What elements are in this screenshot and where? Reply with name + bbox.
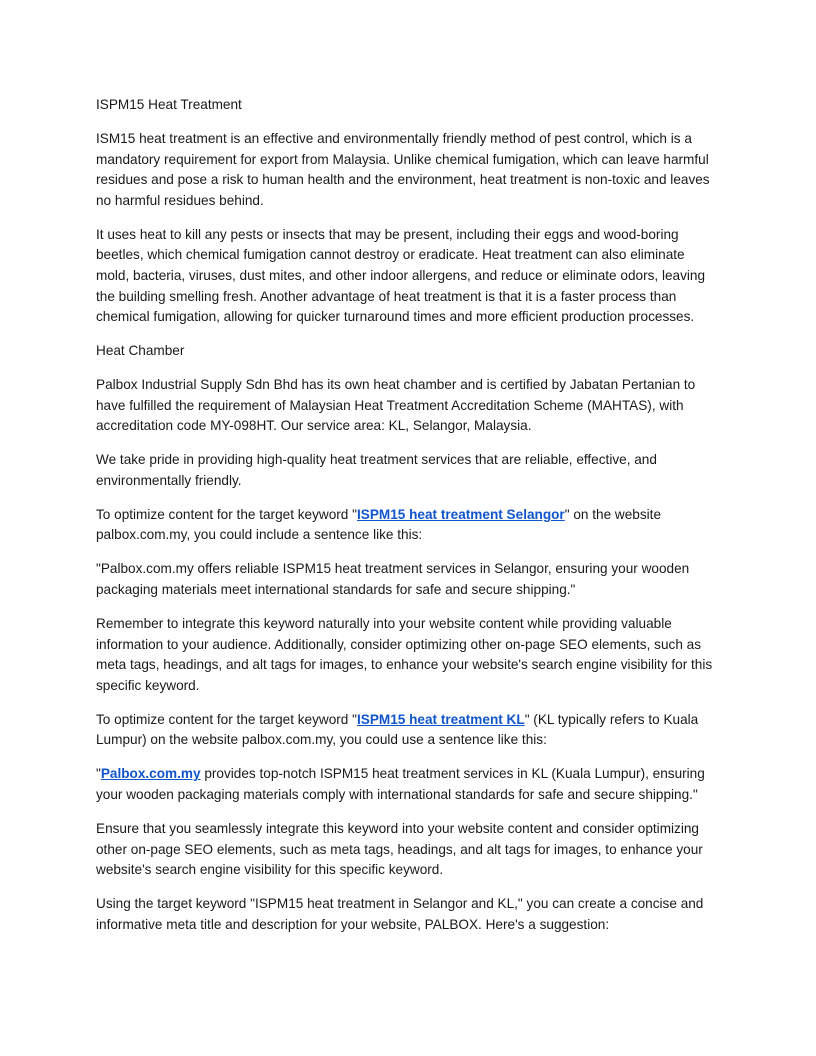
paragraph-pride: We take pride in providing high-quality heat treatment services that are reliable, effective, and environmentally friendly.	[96, 452, 657, 488]
section-heading-heat-chamber: Heat Chamber	[96, 343, 185, 359]
link-ispm15-heat-treatment-selangor[interactable]: ISPM15 heat treatment Selangor	[356, 506, 565, 522]
text-segment: " (KL typically refers to Kuala Lumpur) on the website palbox.com.my, you could use a sentence like this:	[96, 711, 699, 748]
document-page	[96, 95, 720, 949]
text-segment: provides top-notch ISPM15 heat treatment services in KL (Kuala Lumpur), ensuring your wooden packaging materials comply with international standards for safe and secure shipping."	[96, 766, 705, 802]
paragraph-meta-suggestion: Using the target keyword "ISPM15 heat treatment in Selangor and KL," you can create a concise and informative meta title and description for your website, PALBOX. Here's a suggestion:	[96, 896, 704, 932]
text-segment: "	[96, 766, 101, 782]
paragraph-keyword-kl	[96, 710, 720, 751]
text-segment: To optimize content for the target keyword "	[96, 711, 357, 727]
paragraph-benefits: It uses heat to kill any pests or insects that may be present, including their eggs and wood-boring beetles, which chemical fumigation cannot destroy or eradicate. Heat treatment can also eliminate mold, bacteria, viruses, dust mites, and other indoor allergens, and reduce or eliminate odors, leaving the building smelling fresh. Another advantage of heat treatment is that it is a faster process than chemical fumigation, allowing for quicker turnaround times and more efficient production processes.	[96, 226, 706, 325]
link-ispm15-heat-treatment-kl[interactable]: ISPM15 heat treatment KL	[356, 711, 525, 727]
text-segment: " on the website palbox.com.my, you could include a sentence like this:	[96, 506, 661, 543]
link-palbox-com-my[interactable]: Palbox.com.my	[100, 766, 201, 782]
paragraph-certification: Palbox Industrial Supply Sdn Bhd has its own heat chamber and is certified by Jabatan Pertanian to have fulfilled the requirement of Malaysian Heat Treatment Accreditation Scheme (MAHTAS), with accreditation code MY-098HT. Our service area: KL, Selangor, Malaysia.	[96, 377, 696, 434]
paragraph-integration-advice: Remember to integrate this keyword naturally into your website content while providing valuable information to your audience. Additionally, consider optimizing other on-page SEO elements, such as meta tags, headings, and alt tags for images, to enhance your website's search engine visibility for this specific keyword.	[96, 616, 713, 693]
paragraph-intro: ISM15 heat treatment is an effective and environmentally friendly method of pest control, which is a mandatory requirement for export from Malaysia. Unlike chemical fumigation, which can leave harmful residues and pose a risk to human health and the environment, heat treatment is non-toxic and leaves no harmful residues behind.	[96, 130, 710, 208]
document-title: ISPM15 Heat Treatment	[96, 97, 242, 112]
paragraph-seo-advice: Ensure that you seamlessly integrate this keyword into your website content and consider optimizing other on-page SEO elements, such as meta tags, headings, and alt tags for images, to enhance your website's search engine visibility for this specific keyword.	[96, 820, 703, 878]
paragraph-keyword-selangor	[96, 505, 720, 546]
paragraph-sample-sentence-selangor: "Palbox.com.my offers reliable ISPM15 heat treatment services in Selangor, ensuring your wooden packaging materials meet international standards for safe and secure shipping."	[96, 561, 690, 598]
paragraph-sample-sentence-kl	[96, 764, 720, 805]
text-segment: To optimize content for the target keyword "	[96, 506, 357, 522]
